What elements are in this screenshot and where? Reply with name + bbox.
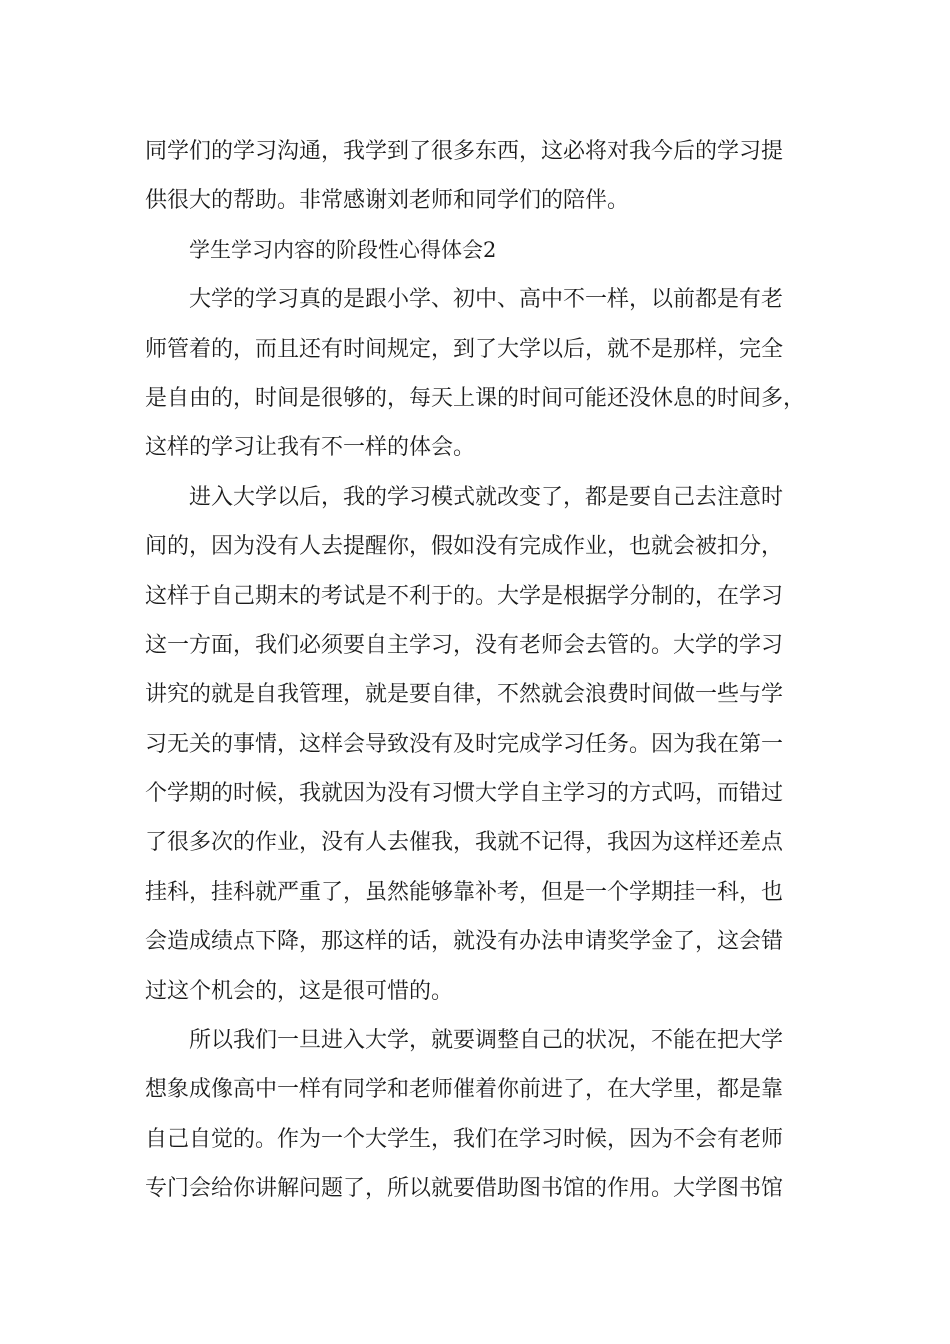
text-line: 想象成像高中一样有同学和老师催着你前进了，在大学里，都是靠 [145, 1077, 784, 1103]
text-line: 间的，因为没有人去提醒你，假如没有完成作业，也就会被扣分， [145, 534, 784, 560]
text-line: 这样的学习让我有不一样的体会。 [145, 435, 476, 461]
text-line: 讲究的就是自我管理，就是要自律，不然就会浪费时间做一些与学 [145, 682, 784, 708]
text-line: 师管着的，而且还有时间规定，到了大学以后，就不是那样，完全 [145, 336, 784, 362]
text-line: 习无关的事情，这样会导致没有及时完成学习任务。因为我在第一 [145, 731, 784, 757]
text-line: 专门会给你讲解问题了，所以就要借助图书馆的作用。大学图书馆 [145, 1176, 784, 1202]
text-line: 这一方面，我们必须要自主学习，没有老师会去管的。大学的学习 [145, 632, 784, 658]
text-line: 自己自觉的。作为一个大学生，我们在学习时候，因为不会有老师 [145, 1126, 784, 1152]
paragraph-first-line: 所以我们一旦进入大学，就要调整自己的状况，不能在把大学 [189, 1028, 784, 1054]
section-heading: 学生学习内容的阶段性心得体会2 [189, 237, 497, 262]
text-line: 是自由的，时间是很够的，每天上课的时间可能还没休息的时间多， [145, 385, 806, 411]
paragraph-first-line: 大学的学习真的是跟小学、初中、高中不一样，以前都是有老 [189, 287, 784, 313]
text-line: 同学们的学习沟通，我学到了很多东西，这必将对我今后的学习提 [145, 139, 784, 164]
text-line: 这样于自己期末的考试是不利于的。大学是根据学分制的，在学习 [145, 583, 784, 609]
text-line: 供很大的帮助。非常感谢刘老师和同学们的陪伴。 [145, 188, 630, 214]
text-line: 会造成绩点下降，那这样的话，就没有办法申请奖学金了，这会错 [145, 929, 784, 955]
text-line: 挂科，挂科就严重了，虽然能够靠补考，但是一个学期挂一科，也 [145, 879, 784, 905]
text-line: 个学期的时候，我就因为没有习惯大学自主学习的方式吗，而错过 [145, 781, 784, 807]
text-line: 了很多次的作业，没有人去催我，我就不记得，我因为这样还差点 [145, 830, 784, 856]
paragraph-first-line: 进入大学以后，我的学习模式就改变了，都是要自己去注意时 [189, 484, 784, 510]
text-line: 过这个机会的，这是很可惜的。 [145, 978, 454, 1004]
document-body [145, 127, 815, 1214]
